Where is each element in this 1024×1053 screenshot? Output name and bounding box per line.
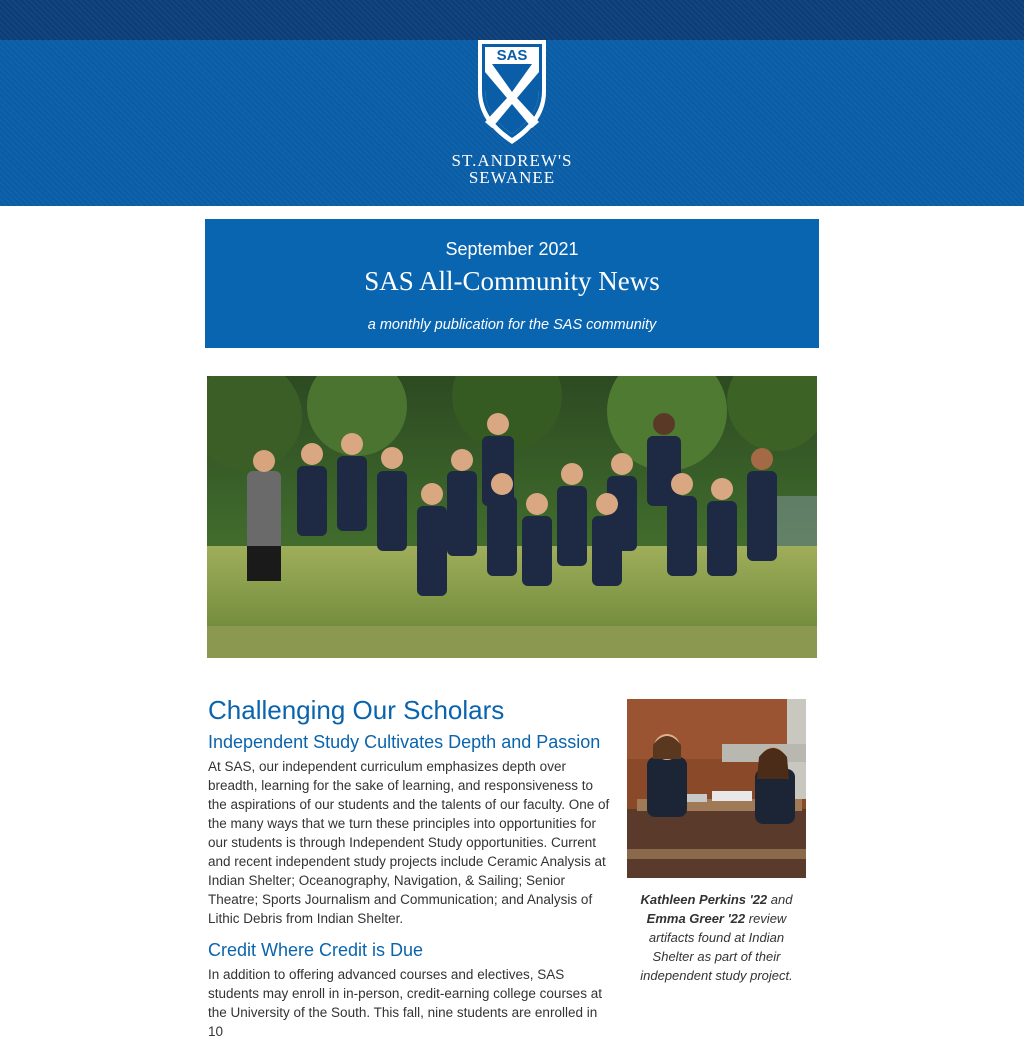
caption-rest: review artifacts found at Indian Shelter as part of their independent study project. (640, 911, 793, 983)
article-challenging-scholars (208, 694, 613, 1053)
issue-date: September 2021 (445, 239, 579, 259)
caption-name-2: Emma Greer '22 (646, 911, 746, 926)
newsletter-tagline: a monthly publication for the SAS community (367, 317, 657, 333)
article-subheading-credit: Credit Where Credit is Due (208, 940, 424, 960)
logo-letters: SAS (496, 47, 528, 64)
newsletter-masthead (205, 219, 819, 348)
newsletter-title: SAS All-Community News (364, 266, 660, 296)
article-body-credit: In addition to offering advanced courses and electives, SAS students may enroll in in-person, credit-earning college courses at the University of the South. This fall, nine students are enrolled in 10 (208, 967, 602, 1039)
article-body-independent-study: At SAS, our independent curriculum emphasizes depth over breadth, learning for the sake of learning, and responsiveness to the aspirations of our students and the talents of our faculty. One of the many ways that we turn these principles into opportunities for our students is through Independent Study opportunities. Current and recent independent study projects include Ceramic Analysis at Indian Shelter; Oceanography, Navigation, & Sailing; Senior Theatre; Sports Journalism and Communication; and Analysis of Lithic Debris from Indian Shelter. (208, 759, 610, 926)
caption-name-1: Kathleen Perkins '22 (640, 892, 768, 907)
side-students-photo (627, 699, 806, 878)
hero-team-photo (207, 376, 817, 658)
caption-and: and (767, 892, 793, 907)
section-heading: Challenging Our Scholars (208, 695, 505, 725)
students-photo-icon (627, 699, 806, 878)
header-banner (0, 0, 1024, 206)
article-subheading-independent-study: Independent Study Cultivates Depth and Passion (208, 732, 601, 752)
sas-shield-logo-icon[interactable] (472, 34, 552, 148)
team-photo-icon (207, 376, 817, 658)
logo-wordmark-line1: ST.ANDREW'S (451, 151, 573, 170)
logo-wordmark-line2: SEWANEE (468, 168, 556, 187)
side-photo-caption (627, 890, 806, 985)
